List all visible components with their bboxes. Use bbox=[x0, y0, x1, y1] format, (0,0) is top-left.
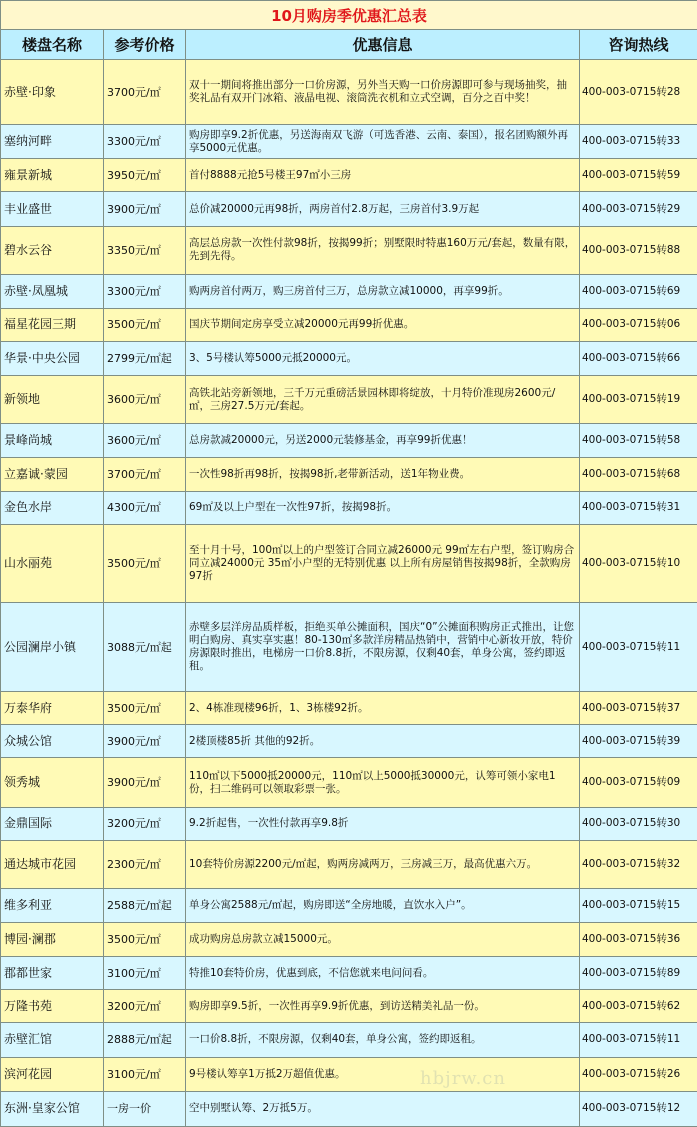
table-row bbox=[1, 1057, 697, 1091]
cell-price-text: 3700元/㎡ bbox=[107, 467, 161, 481]
cell-price bbox=[104, 524, 186, 602]
cell-info bbox=[186, 807, 580, 840]
cell-phone bbox=[580, 957, 697, 990]
cell-name-text: 领秀城 bbox=[4, 775, 41, 790]
cell-phone-text: 400-003-0715转66 bbox=[582, 352, 681, 365]
cell-phone-text: 400-003-0715转33 bbox=[582, 135, 681, 148]
cell-info bbox=[186, 192, 580, 226]
cell-price bbox=[104, 840, 186, 888]
cell-price-text: 3500元/㎡ bbox=[107, 318, 161, 332]
cell-price-text: 2588元/㎡起 bbox=[107, 898, 172, 912]
cell-info-text: 首付8888元抢5号楼王97㎡小三房 bbox=[189, 168, 352, 181]
table-row bbox=[1, 692, 697, 725]
cell-price bbox=[104, 602, 186, 691]
cell-phone bbox=[580, 458, 697, 491]
cell-info-text: 购房即享9.5折，一次性再享9.9折优惠，到访送精美礼品一份。 bbox=[189, 999, 485, 1012]
cell-info bbox=[186, 308, 580, 341]
cell-name bbox=[1, 159, 104, 192]
cell-phone-text: 400-003-0715转26 bbox=[582, 1067, 681, 1080]
cell-phone-text: 400-003-0715转31 bbox=[582, 501, 681, 514]
header-name: 楼盘名称 bbox=[1, 30, 104, 60]
table-row bbox=[1, 159, 697, 192]
cell-price bbox=[104, 60, 186, 125]
cell-info-text: 2楼顶楼85折 其他的92折。 bbox=[189, 734, 321, 747]
cell-price-text: 3300元/㎡ bbox=[107, 284, 161, 298]
cell-info bbox=[186, 957, 580, 990]
cell-name-text: 景峰尚城 bbox=[4, 433, 53, 448]
cell-price-text: 3100元/㎡ bbox=[107, 966, 161, 980]
cell-info bbox=[186, 840, 580, 888]
cell-price bbox=[104, 957, 186, 990]
cell-name bbox=[1, 1091, 104, 1126]
table-row bbox=[1, 192, 697, 226]
cell-info bbox=[186, 1023, 580, 1057]
cell-name-text: 通达城市花园 bbox=[4, 856, 77, 871]
cell-price bbox=[104, 888, 186, 922]
table-row bbox=[1, 491, 697, 524]
cell-name-text: 金色水岸 bbox=[4, 500, 53, 515]
cell-name-text: 万泰华府 bbox=[4, 700, 53, 715]
cell-info-text: 3、5号楼认筹5000元抵20000元。 bbox=[189, 352, 357, 365]
cell-info-text: 高层总房款一次性付款98折，按揭99折；别墅限时特惠160万元/套起，数量有限，先到先得。 bbox=[189, 237, 576, 263]
cell-name bbox=[1, 807, 104, 840]
cell-price-text: 3500元/㎡ bbox=[107, 933, 161, 947]
table-row bbox=[1, 602, 697, 691]
table-row bbox=[1, 1023, 697, 1057]
cell-name bbox=[1, 692, 104, 725]
cell-name-text: 丰业盛世 bbox=[4, 201, 53, 216]
cell-price-text: 2888元/㎡起 bbox=[107, 1033, 172, 1047]
cell-info-text: 2、4栋准现楼96折，1、3栋楼92折。 bbox=[189, 701, 369, 714]
cell-name bbox=[1, 60, 104, 125]
table-row bbox=[1, 308, 697, 341]
table-row bbox=[1, 758, 697, 807]
cell-name-text: 塞纳河畔 bbox=[4, 134, 53, 149]
header-price: 参考价格 bbox=[104, 30, 186, 60]
cell-name bbox=[1, 226, 104, 274]
table-row bbox=[1, 226, 697, 274]
cell-phone-text: 400-003-0715转39 bbox=[582, 734, 681, 747]
cell-info-text: 一次性98折再98折，按揭98折,老带新活动，送1年物业费。 bbox=[189, 467, 471, 480]
cell-info-text: 总房款减20000元，另送2000元装修基金，再享99折优惠！ bbox=[189, 434, 473, 447]
header-phone: 咨询热线 bbox=[580, 30, 697, 60]
cell-info bbox=[186, 990, 580, 1023]
cell-name-text: 新领地 bbox=[4, 392, 41, 407]
cell-phone bbox=[580, 602, 697, 691]
table-row bbox=[1, 424, 697, 458]
cell-phone-text: 400-003-0715转11 bbox=[582, 1033, 681, 1046]
cell-phone bbox=[580, 125, 697, 159]
cell-name bbox=[1, 424, 104, 458]
cell-info bbox=[186, 60, 580, 125]
cell-price bbox=[104, 342, 186, 376]
cell-price bbox=[104, 1091, 186, 1126]
cell-name bbox=[1, 957, 104, 990]
table-row bbox=[1, 725, 697, 758]
cell-price-text: 3900元/㎡ bbox=[107, 202, 161, 216]
cell-name bbox=[1, 840, 104, 888]
cell-info-text: 赤壁多层洋房品质样板，拒绝买单公摊面积，国庆“0”公摊面积购房正式推出，让您明白购房、真实享实惠！80-130㎡多款洋房精品热销中，营销中心新妆开放，特价房源限时推出，电梯房一口价8.8折，不限房源，仅剩40套，单身公寓，签约即返租。 bbox=[189, 621, 575, 673]
cell-info-text: 9号楼认筹享1万抵2万超值优惠。 bbox=[189, 1067, 346, 1080]
cell-phone-text: 400-003-0715转58 bbox=[582, 434, 681, 447]
cell-price-text: 3100元/㎡ bbox=[107, 1067, 161, 1081]
cell-name bbox=[1, 376, 104, 424]
cell-name-text: 山水丽苑 bbox=[4, 555, 53, 570]
cell-price-text: 3500元/㎡ bbox=[107, 701, 161, 715]
cell-phone bbox=[580, 159, 697, 192]
cell-info bbox=[186, 602, 580, 691]
table-row bbox=[1, 342, 697, 376]
cell-info-text: 至十月十号，100㎡以上的户型签订合同立减26000元 99㎡左右户型，签订购房合同立减24000元 35㎡小户型的无特别优惠 以上所有房屋销售按揭98折，全款购房97折 bbox=[189, 543, 575, 582]
cell-phone-text: 400-003-0715转09 bbox=[582, 776, 681, 789]
cell-price-text: 3900元/㎡ bbox=[107, 776, 161, 790]
cell-name bbox=[1, 192, 104, 226]
cell-phone bbox=[580, 308, 697, 341]
table-row bbox=[1, 923, 697, 957]
sheet-title: 10月购房季优惠汇总表 bbox=[1, 1, 697, 30]
cell-phone-text: 400-003-0715转36 bbox=[582, 933, 681, 946]
cell-info bbox=[186, 524, 580, 602]
cell-price bbox=[104, 192, 186, 226]
cell-phone-text: 400-003-0715转37 bbox=[582, 701, 681, 714]
cell-info-text: 9.2折起售，一次性付款再享9.8折 bbox=[189, 817, 349, 830]
cell-name-text: 公园澜岸小镇 bbox=[4, 639, 77, 654]
cell-price bbox=[104, 923, 186, 957]
cell-phone-text: 400-003-0715转32 bbox=[582, 857, 681, 870]
cell-info bbox=[186, 458, 580, 491]
cell-phone bbox=[580, 376, 697, 424]
cell-name bbox=[1, 1023, 104, 1057]
table-row bbox=[1, 807, 697, 840]
cell-name-text: 金鼎国际 bbox=[4, 816, 53, 831]
table-row bbox=[1, 840, 697, 888]
cell-phone bbox=[580, 1023, 697, 1057]
cell-price bbox=[104, 990, 186, 1023]
cell-info bbox=[186, 159, 580, 192]
cell-info-text: 购两房首付两万，购三房首付三万，总房款立减10000，再享99折。 bbox=[189, 284, 509, 297]
cell-info-text: 10套特价房源2200元/㎡起，购两房减两万，三房减三万，最高优惠六万。 bbox=[189, 857, 538, 870]
cell-name-text: 万隆书苑 bbox=[4, 998, 53, 1013]
cell-info-text: 一口价8.8折，不限房源，仅剩40套，单身公寓，签约即返租。 bbox=[189, 1033, 482, 1046]
cell-price bbox=[104, 1023, 186, 1057]
cell-phone-text: 400-003-0715转12 bbox=[582, 1102, 681, 1115]
cell-price bbox=[104, 807, 186, 840]
cell-name bbox=[1, 602, 104, 691]
cell-name-text: 东洲·皇家公馆 bbox=[4, 1101, 80, 1116]
cell-info bbox=[186, 1091, 580, 1126]
cell-price-text: 3300元/㎡ bbox=[107, 135, 161, 149]
cell-info-text: 成功购房总房款立减15000元。 bbox=[189, 933, 338, 946]
cell-info bbox=[186, 125, 580, 159]
cell-phone-text: 400-003-0715转30 bbox=[582, 817, 681, 830]
cell-info-text: 国庆节期间定房享受立减20000元再99折优惠。 bbox=[189, 318, 415, 331]
cell-name bbox=[1, 308, 104, 341]
cell-price-text: 一房一价 bbox=[107, 1102, 151, 1116]
cell-phone-text: 400-003-0715转06 bbox=[582, 318, 681, 331]
cell-info bbox=[186, 376, 580, 424]
cell-price-text: 3900元/㎡ bbox=[107, 734, 161, 748]
cell-info-text: 购房即享9.2折优惠，另送海南双飞游（可选香港、云南、泰国），报名团购额外再享5000元优惠。 bbox=[189, 128, 568, 154]
cell-price bbox=[104, 725, 186, 758]
cell-phone bbox=[580, 888, 697, 922]
cell-price-text: 3200元/㎡ bbox=[107, 817, 161, 831]
cell-info bbox=[186, 226, 580, 274]
cell-info-text: 110㎡以下5000抵20000元，110㎡以上5000抵30000元，认筹可领小家电1份，扫二维码可以领取彩票一张。 bbox=[189, 769, 556, 795]
cell-name-text: 郡都世家 bbox=[4, 965, 53, 980]
cell-price-text: 2799元/㎡起 bbox=[107, 352, 172, 366]
cell-phone-text: 400-003-0715转15 bbox=[582, 898, 681, 911]
cell-info bbox=[186, 758, 580, 807]
cell-info bbox=[186, 342, 580, 376]
cell-price bbox=[104, 274, 186, 308]
cell-name bbox=[1, 923, 104, 957]
cell-price-text: 3200元/㎡ bbox=[107, 999, 161, 1013]
cell-name bbox=[1, 524, 104, 602]
cell-phone bbox=[580, 840, 697, 888]
cell-info-text: 高铁北站旁新领地，三千万元重磅活景园林即将绽放，十月特价准现房2600元/㎡，三房27.5万元/套起。 bbox=[189, 386, 556, 412]
cell-name-text: 华景·中央公园 bbox=[4, 351, 80, 366]
cell-phone-text: 400-003-0715转19 bbox=[582, 393, 681, 406]
cell-price bbox=[104, 758, 186, 807]
cell-phone bbox=[580, 424, 697, 458]
cell-price-text: 3600元/㎡ bbox=[107, 434, 161, 448]
cell-info-text: 特推10套特价房，优惠到底，不信您就来电问问看。 bbox=[189, 966, 434, 979]
cell-name-text: 赤壁汇馆 bbox=[4, 1032, 53, 1047]
cell-info-text: 空中别墅认筹、2万抵5万。 bbox=[189, 1102, 318, 1115]
cell-info bbox=[186, 424, 580, 458]
cell-price-text: 3088元/㎡起 bbox=[107, 640, 172, 654]
table-row bbox=[1, 990, 697, 1023]
cell-name bbox=[1, 725, 104, 758]
cell-info bbox=[186, 888, 580, 922]
cell-name-text: 赤壁·凤凰城 bbox=[4, 283, 68, 298]
cell-name bbox=[1, 990, 104, 1023]
cell-info-text: 单身公寓2588元/㎡起，购房即送“全房地暖，直饮水入户”。 bbox=[189, 898, 472, 911]
cell-price bbox=[104, 125, 186, 159]
cell-name bbox=[1, 1057, 104, 1091]
cell-price-text: 3700元/㎡ bbox=[107, 85, 161, 99]
table-body bbox=[1, 60, 697, 1127]
table-row bbox=[1, 376, 697, 424]
table-row bbox=[1, 274, 697, 308]
cell-phone bbox=[580, 1091, 697, 1126]
cell-name-text: 雍景新城 bbox=[4, 167, 53, 182]
cell-phone bbox=[580, 192, 697, 226]
cell-price bbox=[104, 308, 186, 341]
cell-info bbox=[186, 1057, 580, 1091]
cell-price bbox=[104, 424, 186, 458]
cell-phone bbox=[580, 692, 697, 725]
cell-name bbox=[1, 491, 104, 524]
cell-name-text: 博园·澜郡 bbox=[4, 932, 56, 947]
cell-name-text: 立嘉诚·蒙园 bbox=[4, 466, 68, 481]
cell-name bbox=[1, 274, 104, 308]
cell-phone bbox=[580, 226, 697, 274]
cell-phone bbox=[580, 342, 697, 376]
cell-phone-text: 400-003-0715转89 bbox=[582, 966, 681, 979]
cell-phone bbox=[580, 758, 697, 807]
cell-name-text: 维多利亚 bbox=[4, 897, 53, 912]
cell-name bbox=[1, 458, 104, 491]
cell-phone bbox=[580, 491, 697, 524]
watermark: hbjrw.cn bbox=[420, 1068, 506, 1089]
header-info: 优惠信息 bbox=[186, 30, 580, 60]
cell-price-text: 3500元/㎡ bbox=[107, 556, 161, 570]
cell-phone bbox=[580, 60, 697, 125]
cell-phone-text: 400-003-0715转10 bbox=[582, 556, 681, 569]
cell-info bbox=[186, 491, 580, 524]
cell-phone-text: 400-003-0715转28 bbox=[582, 85, 681, 98]
table-row bbox=[1, 125, 697, 159]
cell-price bbox=[104, 159, 186, 192]
cell-name bbox=[1, 758, 104, 807]
table-row bbox=[1, 60, 697, 125]
cell-phone bbox=[580, 524, 697, 602]
cell-phone-text: 400-003-0715转69 bbox=[582, 284, 681, 297]
cell-info-text: 69㎡及以上户型在一次性97折，按揭98折。 bbox=[189, 501, 398, 514]
table-row bbox=[1, 524, 697, 602]
cell-info bbox=[186, 923, 580, 957]
cell-name bbox=[1, 888, 104, 922]
table-row bbox=[1, 957, 697, 990]
cell-price bbox=[104, 226, 186, 274]
cell-phone bbox=[580, 274, 697, 308]
cell-name-text: 众城公馆 bbox=[4, 733, 53, 748]
cell-info bbox=[186, 725, 580, 758]
cell-name-text: 滨河花园 bbox=[4, 1066, 53, 1081]
cell-price-text: 3600元/㎡ bbox=[107, 393, 161, 407]
cell-name-text: 赤壁·印象 bbox=[4, 84, 56, 99]
cell-info bbox=[186, 692, 580, 725]
cell-price bbox=[104, 692, 186, 725]
cell-name bbox=[1, 125, 104, 159]
cell-phone-text: 400-003-0715转88 bbox=[582, 243, 681, 256]
cell-phone bbox=[580, 807, 697, 840]
cell-price bbox=[104, 491, 186, 524]
cell-price-text: 3950元/㎡ bbox=[107, 168, 161, 182]
cell-phone-text: 400-003-0715转59 bbox=[582, 168, 681, 181]
cell-phone bbox=[580, 1057, 697, 1091]
cell-price-text: 4300元/㎡ bbox=[107, 501, 161, 515]
table-row bbox=[1, 1091, 697, 1126]
cell-info-text: 双十一期间将推出部分一口价房源，另外当天购一口价房源即可参与现场抽奖，抽奖礼品有双开门冰箱、液晶电视、滚筒洗衣机和立式空调，百分之百中奖！ bbox=[189, 79, 567, 105]
cell-phone-text: 400-003-0715转11 bbox=[582, 640, 681, 653]
cell-name-text: 碧水云谷 bbox=[4, 242, 53, 257]
cell-phone-text: 400-003-0715转68 bbox=[582, 467, 681, 480]
cell-phone bbox=[580, 725, 697, 758]
cell-phone bbox=[580, 923, 697, 957]
cell-info bbox=[186, 274, 580, 308]
cell-price bbox=[104, 376, 186, 424]
cell-name bbox=[1, 342, 104, 376]
table-row bbox=[1, 458, 697, 491]
cell-price-text: 2300元/㎡ bbox=[107, 857, 161, 871]
cell-name-text: 福星花园三期 bbox=[4, 317, 77, 332]
cell-phone-text: 400-003-0715转29 bbox=[582, 202, 681, 215]
cell-price bbox=[104, 458, 186, 491]
cell-price bbox=[104, 1057, 186, 1091]
cell-phone bbox=[580, 990, 697, 1023]
table-row bbox=[1, 888, 697, 922]
cell-info-text: 总价减20000元再98折，两房首付2.8万起，三房首付3.9万起 bbox=[189, 202, 480, 215]
cell-price-text: 3350元/㎡ bbox=[107, 243, 161, 257]
cell-phone-text: 400-003-0715转62 bbox=[582, 999, 681, 1012]
